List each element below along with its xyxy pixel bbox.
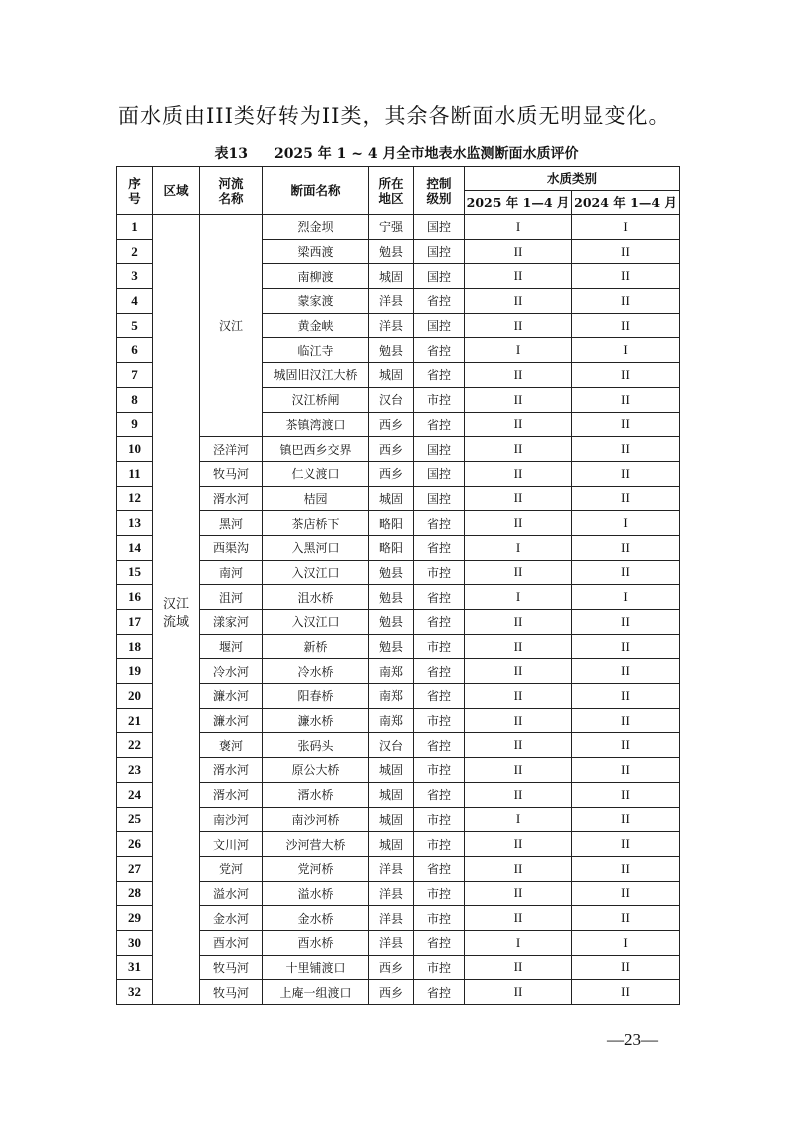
section-cell: 沮水桥 xyxy=(263,585,369,610)
row-number: 25 xyxy=(117,807,153,832)
quality-2025-cell: II xyxy=(465,363,572,388)
row-number: 6 xyxy=(117,338,153,363)
table-row xyxy=(117,708,680,733)
river-cell: 沮河 xyxy=(200,585,263,610)
control-level-cell: 省控 xyxy=(414,535,465,560)
location-cell: 勉县 xyxy=(369,560,414,585)
river-cell: 西渠沟 xyxy=(200,535,263,560)
row-number: 12 xyxy=(117,486,153,511)
quality-2025-cell: II xyxy=(465,387,572,412)
control-level-cell: 省控 xyxy=(414,980,465,1005)
location-cell: 洋县 xyxy=(369,313,414,338)
quality-2024-cell: II xyxy=(572,733,680,758)
row-number: 2 xyxy=(117,239,153,264)
location-cell: 略阳 xyxy=(369,511,414,536)
section-cell: 梁西渡 xyxy=(263,239,369,264)
quality-2024-cell: II xyxy=(572,535,680,560)
location-cell: 洋县 xyxy=(369,906,414,931)
section-cell: 入黑河口 xyxy=(263,535,369,560)
control-level-cell: 省控 xyxy=(414,610,465,635)
quality-2024-cell: I xyxy=(572,511,680,536)
row-number: 14 xyxy=(117,535,153,560)
quality-2024-cell: II xyxy=(572,980,680,1005)
location-cell: 城固 xyxy=(369,486,414,511)
header-water-quality: 水质类别 xyxy=(465,167,680,191)
control-level-cell: 省控 xyxy=(414,733,465,758)
quality-2025-cell: II xyxy=(465,560,572,585)
table-row xyxy=(117,634,680,659)
header-location: 所在 地区 xyxy=(369,167,414,215)
control-level-cell: 国控 xyxy=(414,486,465,511)
quality-2025-cell: II xyxy=(465,955,572,980)
river-cell: 湑水河 xyxy=(200,758,263,783)
control-level-cell: 市控 xyxy=(414,906,465,931)
quality-2024-cell: II xyxy=(572,708,680,733)
river-cell: 文川河 xyxy=(200,832,263,857)
quality-2024-cell: II xyxy=(572,239,680,264)
table-row xyxy=(117,881,680,906)
section-cell: 南柳渡 xyxy=(263,264,369,289)
control-level-cell: 市控 xyxy=(414,955,465,980)
row-number: 24 xyxy=(117,782,153,807)
quality-2025-cell: II xyxy=(465,239,572,264)
section-cell: 烈金坝 xyxy=(263,215,369,240)
location-cell: 西乡 xyxy=(369,437,414,462)
control-level-cell: 国控 xyxy=(414,313,465,338)
quality-2025-cell: II xyxy=(465,733,572,758)
header-region: 区域 xyxy=(153,167,200,215)
control-level-cell: 省控 xyxy=(414,338,465,363)
row-number: 18 xyxy=(117,634,153,659)
quality-2024-cell: II xyxy=(572,289,680,314)
control-level-cell: 省控 xyxy=(414,659,465,684)
section-cell: 原公大桥 xyxy=(263,758,369,783)
quality-2025-cell: II xyxy=(465,289,572,314)
quality-2024-cell: II xyxy=(572,955,680,980)
section-cell: 沙河营大桥 xyxy=(263,832,369,857)
control-level-cell: 省控 xyxy=(414,412,465,437)
quality-2025-cell: II xyxy=(465,511,572,536)
quality-2024-cell: II xyxy=(572,758,680,783)
row-number: 32 xyxy=(117,980,153,1005)
location-cell: 城固 xyxy=(369,782,414,807)
quality-2024-cell: II xyxy=(572,881,680,906)
table-caption xyxy=(0,143,793,163)
section-cell: 桔园 xyxy=(263,486,369,511)
location-cell: 勉县 xyxy=(369,634,414,659)
quality-2025-cell: II xyxy=(465,610,572,635)
quality-2024-cell: II xyxy=(572,634,680,659)
location-cell: 宁强 xyxy=(369,215,414,240)
section-cell: 南沙河桥 xyxy=(263,807,369,832)
river-cell: 褒河 xyxy=(200,733,263,758)
page-number: —23— xyxy=(607,1030,658,1049)
location-cell: 南郑 xyxy=(369,684,414,709)
section-cell: 镇巴西乡交界 xyxy=(263,437,369,462)
quality-2024-cell: II xyxy=(572,906,680,931)
river-cell: 牧马河 xyxy=(200,980,263,1005)
table-row xyxy=(117,215,680,240)
location-cell: 西乡 xyxy=(369,955,414,980)
row-number: 10 xyxy=(117,437,153,462)
table-caption-title: 2025 年 1 ~ 4 月全市地表水监测断面水质评价 xyxy=(273,146,579,162)
river-cell: 濂水河 xyxy=(200,684,263,709)
row-number: 7 xyxy=(117,363,153,388)
location-cell: 洋县 xyxy=(369,856,414,881)
control-level-cell: 省控 xyxy=(414,363,465,388)
table-row xyxy=(117,610,680,635)
section-cell: 入汉江口 xyxy=(263,560,369,585)
control-level-cell: 省控 xyxy=(414,930,465,955)
section-cell: 临江寺 xyxy=(263,338,369,363)
location-cell: 城固 xyxy=(369,363,414,388)
river-cell: 溢水河 xyxy=(200,881,263,906)
header-river: 河流 名称 xyxy=(200,167,263,215)
control-level-cell: 省控 xyxy=(414,782,465,807)
quality-2025-cell: II xyxy=(465,634,572,659)
quality-2025-cell: II xyxy=(465,708,572,733)
row-number: 9 xyxy=(117,412,153,437)
row-number: 11 xyxy=(117,461,153,486)
location-cell: 洋县 xyxy=(369,930,414,955)
river-cell: 冷水河 xyxy=(200,659,263,684)
row-number: 28 xyxy=(117,881,153,906)
section-cell: 黄金峡 xyxy=(263,313,369,338)
section-cell: 上庵一组渡口 xyxy=(263,980,369,1005)
control-level-cell: 国控 xyxy=(414,239,465,264)
row-number: 29 xyxy=(117,906,153,931)
section-cell: 冷水桥 xyxy=(263,659,369,684)
table-row xyxy=(117,758,680,783)
section-cell: 汉江桥闸 xyxy=(263,387,369,412)
table-row xyxy=(117,461,680,486)
header-section: 断面名称 xyxy=(263,167,369,215)
row-number: 26 xyxy=(117,832,153,857)
table-caption-label: 表13 xyxy=(214,146,248,162)
location-cell: 洋县 xyxy=(369,289,414,314)
row-number: 3 xyxy=(117,264,153,289)
control-level-cell: 国控 xyxy=(414,437,465,462)
table-row xyxy=(117,980,680,1005)
quality-2024-cell: II xyxy=(572,856,680,881)
river-cell-hanjiang: 汉江 xyxy=(200,215,263,437)
region-cell xyxy=(153,215,200,1005)
quality-2025-cell: II xyxy=(465,832,572,857)
table-row xyxy=(117,906,680,931)
section-cell: 茶镇湾渡口 xyxy=(263,412,369,437)
control-level-cell: 市控 xyxy=(414,634,465,659)
quality-2025-cell: II xyxy=(465,881,572,906)
section-cell: 溢水桥 xyxy=(263,881,369,906)
location-cell: 洋县 xyxy=(369,881,414,906)
section-cell: 金水桥 xyxy=(263,906,369,931)
row-number: 13 xyxy=(117,511,153,536)
quality-2025-cell: II xyxy=(465,264,572,289)
row-number: 8 xyxy=(117,387,153,412)
row-number: 23 xyxy=(117,758,153,783)
control-level-cell: 市控 xyxy=(414,881,465,906)
table-row xyxy=(117,733,680,758)
location-cell: 城固 xyxy=(369,807,414,832)
quality-2024-cell: II xyxy=(572,807,680,832)
location-cell: 城固 xyxy=(369,832,414,857)
quality-2024-cell: II xyxy=(572,461,680,486)
quality-2025-cell: II xyxy=(465,412,572,437)
control-level-cell: 国控 xyxy=(414,461,465,486)
quality-2025-cell: II xyxy=(465,461,572,486)
header-2025: 2025 年 1—4 月 xyxy=(465,191,572,215)
table-row xyxy=(117,807,680,832)
table-row xyxy=(117,535,680,560)
region-line1: 汉江 xyxy=(162,596,189,612)
quality-2024-cell: II xyxy=(572,610,680,635)
quality-2024-cell: II xyxy=(572,313,680,338)
table-row xyxy=(117,684,680,709)
table-row xyxy=(117,659,680,684)
section-cell: 蒙家渡 xyxy=(263,289,369,314)
quality-2024-cell: II xyxy=(572,684,680,709)
quality-2025-cell: I xyxy=(465,930,572,955)
quality-2024-cell: II xyxy=(572,437,680,462)
header-control-level: 控制 级别 xyxy=(414,167,465,215)
section-cell: 新桥 xyxy=(263,634,369,659)
row-number: 20 xyxy=(117,684,153,709)
control-level-cell: 市控 xyxy=(414,387,465,412)
quality-2025-cell: II xyxy=(465,437,572,462)
row-number: 21 xyxy=(117,708,153,733)
row-number: 19 xyxy=(117,659,153,684)
header-2024: 2024 年 1—4 月 xyxy=(572,191,680,215)
quality-2024-cell: II xyxy=(572,486,680,511)
section-cell: 党河桥 xyxy=(263,856,369,881)
river-cell: 酉水河 xyxy=(200,930,263,955)
control-level-cell: 省控 xyxy=(414,585,465,610)
section-cell: 仁义渡口 xyxy=(263,461,369,486)
section-cell: 湑水桥 xyxy=(263,782,369,807)
location-cell: 勉县 xyxy=(369,610,414,635)
row-number: 4 xyxy=(117,289,153,314)
control-level-cell: 市控 xyxy=(414,807,465,832)
control-level-cell: 国控 xyxy=(414,215,465,240)
water-quality-table xyxy=(116,166,680,1005)
table-row xyxy=(117,832,680,857)
section-cell: 酉水桥 xyxy=(263,930,369,955)
location-cell: 汉台 xyxy=(369,733,414,758)
river-cell: 漾家河 xyxy=(200,610,263,635)
section-cell: 濂水桥 xyxy=(263,708,369,733)
quality-2024-cell: I xyxy=(572,338,680,363)
control-level-cell: 国控 xyxy=(414,264,465,289)
section-cell: 城固旧汉江大桥 xyxy=(263,363,369,388)
row-number: 1 xyxy=(117,215,153,240)
lead-paragraph: 面水质由III类好转为II类，其余各断面水质无明显变化。 xyxy=(118,104,671,128)
table-row xyxy=(117,930,680,955)
river-cell: 牧马河 xyxy=(200,461,263,486)
quality-2025-cell: II xyxy=(465,856,572,881)
quality-2025-cell: II xyxy=(465,313,572,338)
location-cell: 西乡 xyxy=(369,980,414,1005)
region-line2: 流域 xyxy=(162,614,189,630)
river-cell: 党河 xyxy=(200,856,263,881)
control-level-cell: 省控 xyxy=(414,856,465,881)
river-cell: 黑河 xyxy=(200,511,263,536)
row-number: 15 xyxy=(117,560,153,585)
river-cell: 湑水河 xyxy=(200,782,263,807)
river-cell: 泾洋河 xyxy=(200,437,263,462)
table-row xyxy=(117,437,680,462)
table-row xyxy=(117,585,680,610)
location-cell: 汉台 xyxy=(369,387,414,412)
quality-2025-cell: II xyxy=(465,486,572,511)
river-cell: 牧马河 xyxy=(200,955,263,980)
location-cell: 勉县 xyxy=(369,585,414,610)
location-cell: 城固 xyxy=(369,758,414,783)
control-level-cell: 省控 xyxy=(414,511,465,536)
quality-2024-cell: II xyxy=(572,412,680,437)
control-level-cell: 省控 xyxy=(414,289,465,314)
quality-2025-cell: II xyxy=(465,758,572,783)
section-cell: 入汉江口 xyxy=(263,610,369,635)
control-level-cell: 市控 xyxy=(414,758,465,783)
table-row xyxy=(117,955,680,980)
row-number: 31 xyxy=(117,955,153,980)
location-cell: 略阳 xyxy=(369,535,414,560)
river-cell: 湑水河 xyxy=(200,486,263,511)
quality-2024-cell: I xyxy=(572,585,680,610)
location-cell: 勉县 xyxy=(369,338,414,363)
quality-2024-cell: II xyxy=(572,560,680,585)
quality-2024-cell: II xyxy=(572,264,680,289)
quality-2024-cell: I xyxy=(572,215,680,240)
quality-2025-cell: I xyxy=(465,807,572,832)
quality-2025-cell: I xyxy=(465,535,572,560)
river-cell: 南沙河 xyxy=(200,807,263,832)
quality-2024-cell: II xyxy=(572,363,680,388)
quality-2024-cell: II xyxy=(572,659,680,684)
location-cell: 西乡 xyxy=(369,412,414,437)
river-cell: 濂水河 xyxy=(200,708,263,733)
river-cell: 金水河 xyxy=(200,906,263,931)
location-cell: 城固 xyxy=(369,264,414,289)
quality-2025-cell: II xyxy=(465,684,572,709)
location-cell: 南郑 xyxy=(369,659,414,684)
row-number: 22 xyxy=(117,733,153,758)
table-row xyxy=(117,511,680,536)
section-cell: 茶店桥下 xyxy=(263,511,369,536)
location-cell: 勉县 xyxy=(369,239,414,264)
table-row xyxy=(117,782,680,807)
river-cell: 堰河 xyxy=(200,634,263,659)
quality-2024-cell: II xyxy=(572,782,680,807)
quality-2025-cell: II xyxy=(465,659,572,684)
table-row xyxy=(117,856,680,881)
control-level-cell: 市控 xyxy=(414,708,465,733)
row-number: 16 xyxy=(117,585,153,610)
river-cell: 南河 xyxy=(200,560,263,585)
quality-2024-cell: II xyxy=(572,832,680,857)
row-number: 30 xyxy=(117,930,153,955)
table-row xyxy=(117,486,680,511)
table-row xyxy=(117,560,680,585)
quality-2025-cell: II xyxy=(465,906,572,931)
control-level-cell: 省控 xyxy=(414,684,465,709)
quality-2025-cell: I xyxy=(465,338,572,363)
quality-2025-cell: I xyxy=(465,215,572,240)
location-cell: 西乡 xyxy=(369,461,414,486)
quality-2025-cell: II xyxy=(465,782,572,807)
row-number: 5 xyxy=(117,313,153,338)
section-cell: 张码头 xyxy=(263,733,369,758)
location-cell: 南郑 xyxy=(369,708,414,733)
quality-2025-cell: II xyxy=(465,980,572,1005)
quality-2024-cell: I xyxy=(572,930,680,955)
control-level-cell: 市控 xyxy=(414,832,465,857)
section-cell: 阳春桥 xyxy=(263,684,369,709)
quality-2025-cell: I xyxy=(465,585,572,610)
quality-2024-cell: II xyxy=(572,387,680,412)
control-level-cell: 市控 xyxy=(414,560,465,585)
row-number: 27 xyxy=(117,856,153,881)
header-no: 序 号 xyxy=(117,167,153,215)
row-number: 17 xyxy=(117,610,153,635)
section-cell: 十里铺渡口 xyxy=(263,955,369,980)
